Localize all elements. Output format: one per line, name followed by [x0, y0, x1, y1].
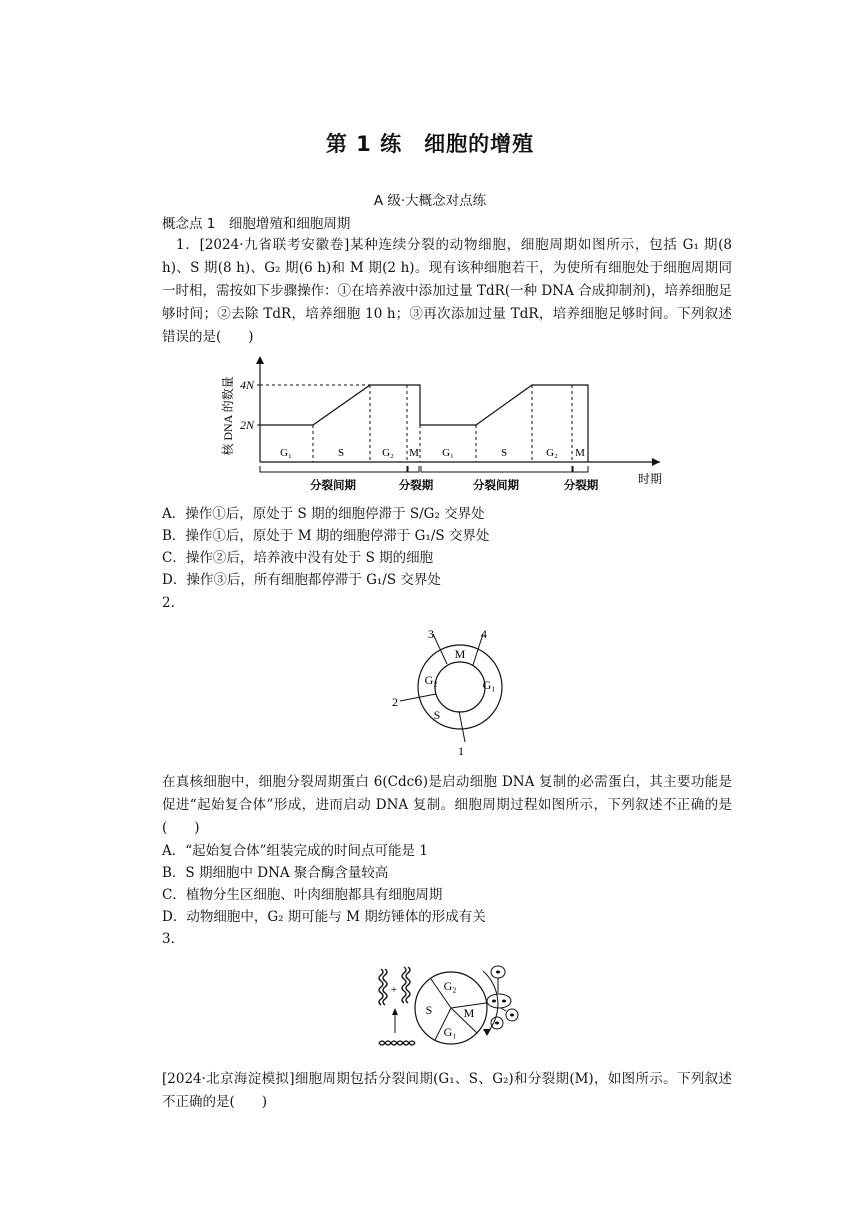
x-axis-label: 时期	[637, 472, 663, 486]
phase-label: M	[409, 447, 419, 459]
dna-curve-cycle-1	[260, 385, 420, 425]
q1-option-c[interactable]: C．操作②后，培养液中没有处于 S 期的细胞	[162, 550, 434, 566]
bracket-interphase-1	[260, 466, 407, 472]
q2-option-c[interactable]: C．植物分生区细胞、叶肉细胞都具有细胞周期	[162, 887, 443, 903]
coiled-chromosome-icon	[402, 967, 406, 1003]
point-label-4: 4	[481, 627, 487, 641]
q3-number: 3.	[162, 931, 175, 947]
pointer-3	[433, 634, 447, 664]
bracket-label: 分裂间期	[310, 480, 356, 492]
cell-icon	[487, 994, 511, 1008]
plus-sign: +	[390, 984, 398, 996]
phase-g1: G₁	[482, 678, 496, 692]
concept-point-heading: 概念点 1 细胞增殖和细胞周期	[162, 216, 351, 232]
q1-option-a[interactable]: A．操作①后，原处于 S 期的细胞停滞于 S/G₂ 交界处	[162, 506, 485, 522]
phase-label: G₂	[546, 447, 558, 459]
bracket-mphase-2	[573, 466, 588, 472]
q3-cycle-diagram	[373, 963, 533, 1058]
inner-ring	[435, 662, 485, 712]
bracket-label: 分裂间期	[473, 480, 519, 492]
q2-option-d[interactable]: D．动物细胞中，G₂ 期可能与 M 期纺锤体的形成有关	[162, 909, 486, 925]
phase-s: S	[433, 708, 441, 722]
ytick-2n: 2N	[239, 418, 254, 432]
q1-stem: 1．[2024·九省联考安徽卷]某种连续分裂的动物细胞，细胞周期如图所示，包括 G₁ 期(8 h)、S 期(8 h)、G₂ 期(6 h)和 M 期(2 h)。现有该种细胞若干，为使所有细胞处于细胞周期同一时相，需按如下步骤操作：①在培养液中添加过量 TdR(一种 DNA 合成抑制剂)，培养细胞足够时间；②去除 TdR，培养细胞 10 h；③再次添加过量 TdR，培养细胞足够时间。下列叙述错误的是( )	[162, 237, 732, 345]
q2-number: 2.	[162, 595, 175, 611]
pointer-1	[459, 711, 465, 742]
q2-option-a[interactable]: A．“起始复合体”组装完成的时间点可能是 1	[162, 843, 428, 859]
ytick-4n: 4N	[239, 378, 254, 392]
page-title: 第 1 练 细胞的增殖	[325, 132, 535, 156]
coiled-chromosome-icon	[383, 969, 387, 1005]
phase-m: M	[463, 1006, 475, 1020]
q1-option-b[interactable]: B．操作①后，原处于 M 期的细胞停滞于 G₁/S 交界处	[162, 528, 490, 544]
bracket-mphase-1	[408, 466, 419, 472]
q1-dna-chart	[220, 352, 680, 502]
phase-label: G₂	[382, 447, 394, 459]
coiled-chromosome-icon	[379, 969, 383, 1005]
phase-label: G₁	[442, 447, 454, 459]
phase-s: S	[425, 1003, 433, 1017]
q1-option-d[interactable]: D．操作③后，所有细胞都停滞于 G₁/S 交界处	[162, 572, 441, 588]
phase-label: S	[500, 447, 508, 459]
coiled-chromosome-icon	[406, 967, 410, 1003]
phase-g2: G₂	[424, 673, 438, 687]
y-axis-arrow	[256, 356, 264, 364]
point-label-3: 3	[428, 627, 434, 641]
pointer-2	[400, 694, 436, 701]
bracket-interphase-2	[421, 466, 572, 472]
bracket-label: 分裂期	[563, 480, 599, 492]
phase-label: M	[575, 447, 585, 459]
q3-stem: [2024·北京海淀模拟]细胞周期包括分裂间期(G₁、S、G₂)和分裂期(M)，如图所示。下列叙述不正确的是( )	[162, 1071, 732, 1110]
phase-g2: G₂	[443, 979, 457, 993]
phase-m: M	[454, 647, 466, 661]
q2-option-b[interactable]: B．S 期细胞中 DNA 聚合酶含量较高	[162, 865, 389, 881]
phase-g1: G₁	[443, 1025, 457, 1039]
y-axis-label: 核 DNA 的数量	[221, 376, 235, 456]
point-label-1: 1	[458, 744, 464, 758]
q2-stem: 在真核细胞中，细胞分裂周期蛋白 6(Cdc6)是启动细胞 DNA 复制的必需蛋白，其主要功能是促进“起始复合体”形成，进而启动 DNA 复制。细胞周期过程如图所示，下列叙述不正确的是( )	[162, 774, 732, 836]
q2-cycle-diagram	[385, 625, 515, 760]
bracket-label: 分裂期	[398, 480, 434, 492]
point-label-2: 2	[392, 695, 398, 709]
phase-label: G₁	[280, 447, 292, 459]
level-heading: A 级·大概念对点练	[373, 193, 487, 209]
x-axis-arrow	[652, 458, 660, 466]
phase-label: S	[337, 447, 345, 459]
